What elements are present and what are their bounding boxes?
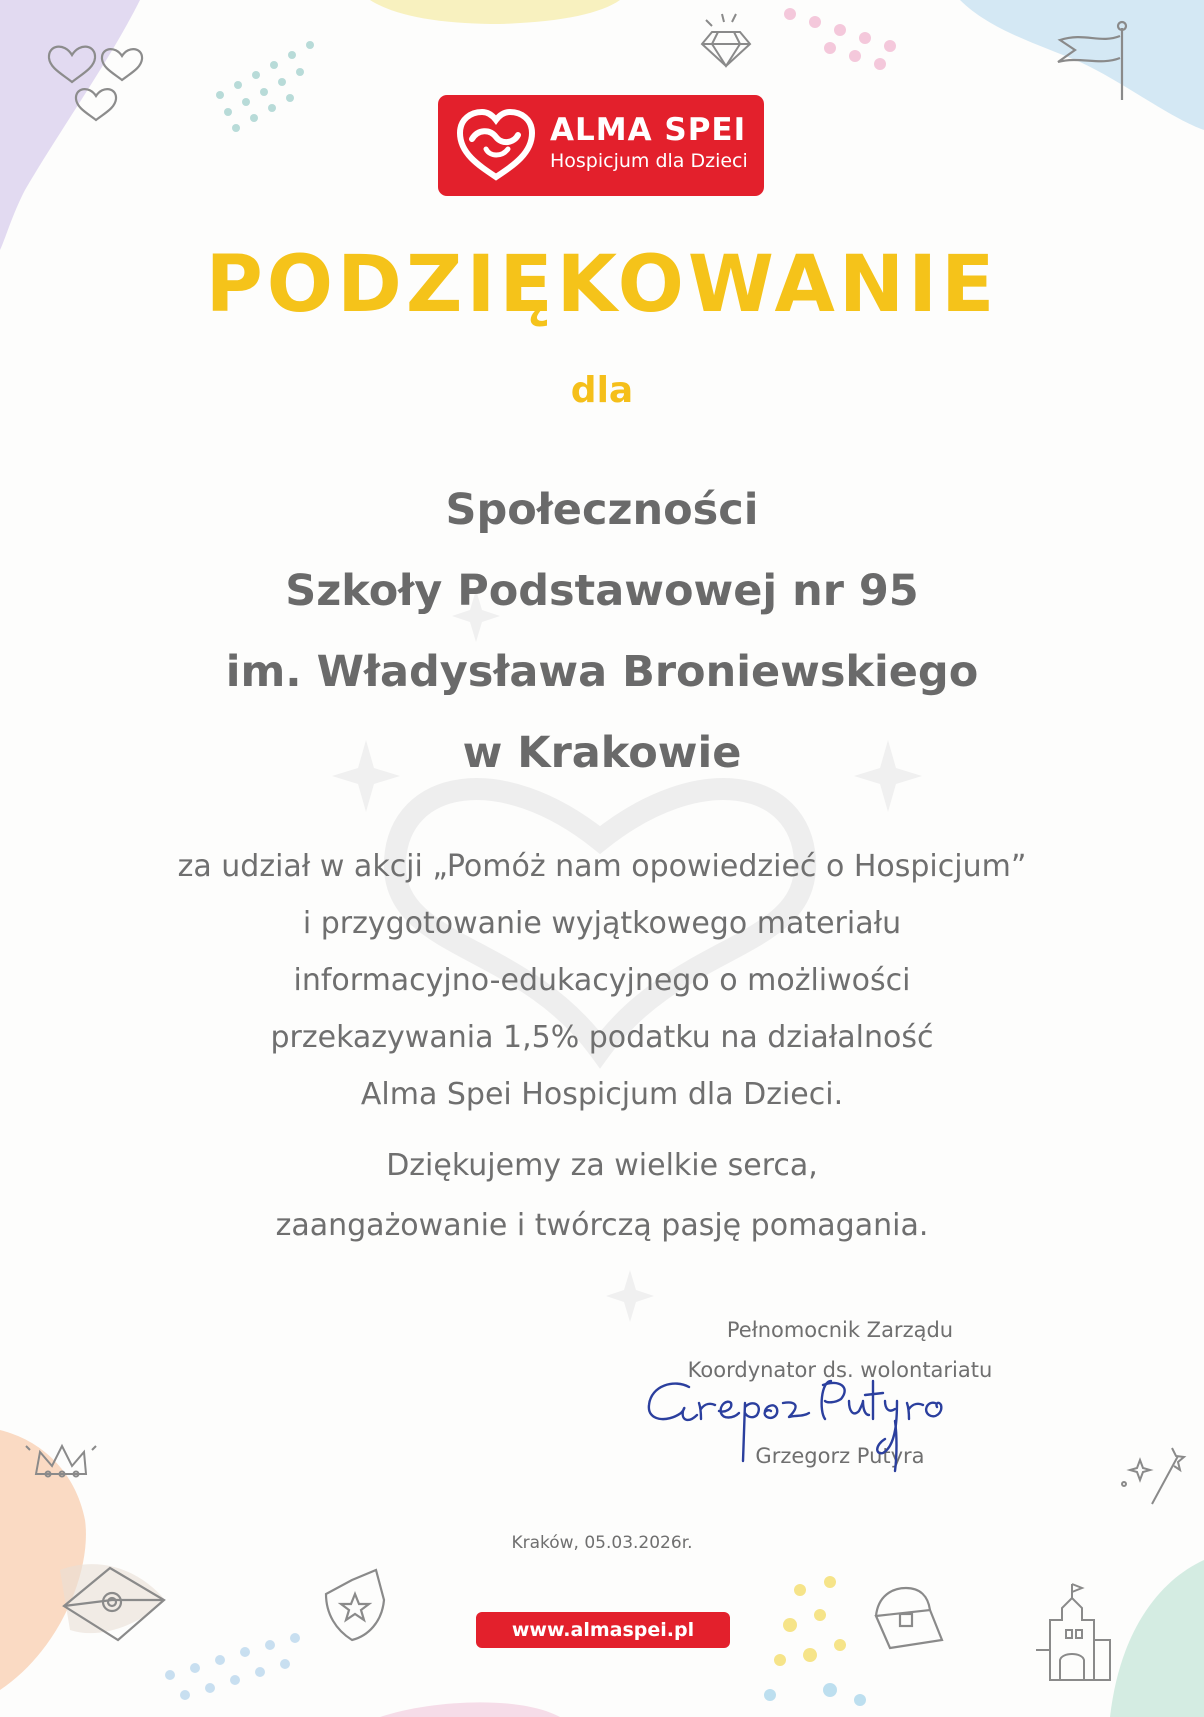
logo-name: ALMA SPEI [550,112,747,148]
body-line: Alma Spei Hospicjum dla Dzieci. [360,1077,844,1112]
body-line: za udział w akcji „Pomóż nam opowiedzieć o Hospicjum” [177,849,1027,884]
dots-top-left [216,41,314,132]
for-word: dla [570,370,634,411]
thanks-text [0,1136,1204,1256]
recipient-line: w Krakowie [462,728,742,778]
shield-star-icon [326,1570,384,1640]
purple-splash [0,0,140,250]
blue-splash [960,0,1204,130]
diamond-icon [702,14,750,66]
issue-date: Kraków, 05.03.2026r. [511,1533,693,1553]
body-line: i przygotowanie wyjątkowego materiału [302,906,902,941]
heart-logo-icon [456,109,536,183]
certificate-title: PODZIĘKOWANIE [205,240,999,330]
logo-subtitle: Hospicjum dla Dzieci [550,150,748,172]
signatory-name: Grzegorz Putyra [755,1444,925,1468]
recipient-line: Społeczności [445,485,759,535]
thanks-line: Dziękujemy za wielkie serca, [386,1148,818,1183]
dots-top-right [784,8,896,70]
body-line: przekazywania 1,5% podatku na działalność [270,1020,934,1055]
dots-bottom-right-blue [764,1683,866,1706]
body-line: informacyjno-edukacyjnego o możliwości [293,963,911,998]
body-text [0,838,1204,1123]
castle-icon [1036,1584,1110,1680]
website-link[interactable]: www.almaspei.pl [476,1612,730,1648]
handwritten-signature [645,1375,985,1485]
signatory-role-1: Pełnomocnik Zarządu [726,1318,954,1342]
treasure-chest-icon [876,1588,942,1648]
green-splash [1110,1560,1204,1717]
recipient-line: im. Władysława Broniewskiego [225,647,979,697]
magic-wand-icon [1122,1448,1184,1504]
thanks-line: zaangażowanie i twórczą pasję pomagania. [275,1208,929,1243]
signatory-role-2: Koordynator ds. wolontariatu [687,1358,993,1382]
orange-splash [0,1430,86,1690]
alma-spei-logo [438,95,764,196]
dots-bottom-right [774,1576,846,1666]
dots-bottom-left [165,1633,300,1700]
recipient-block [0,470,1204,794]
recipient-line: Szkoły Podstawowej nr 95 [285,566,919,616]
yellow-splash [370,0,620,24]
pink-splash [380,1702,560,1717]
